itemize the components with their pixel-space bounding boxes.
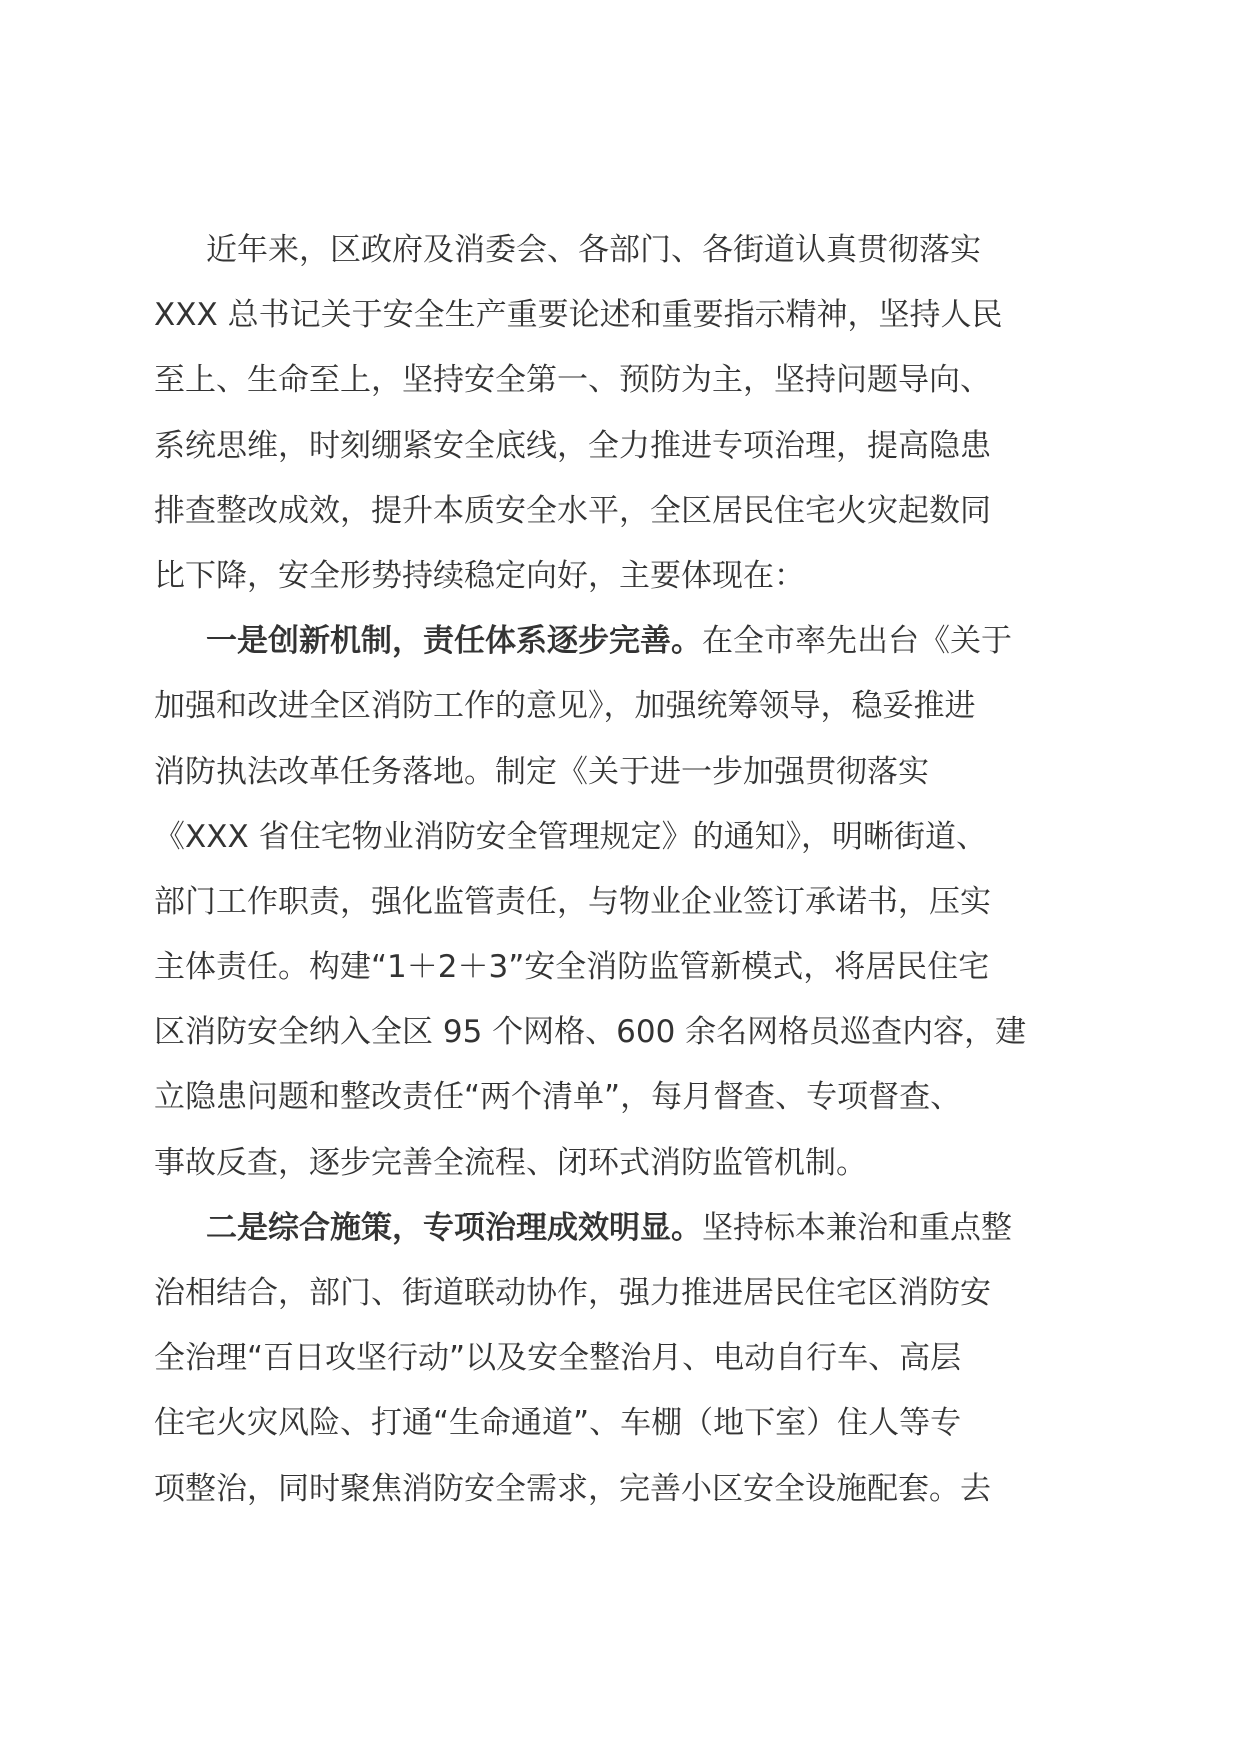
text-line: 项整治，同时聚焦消防安全需求，完善小区安全设施配套。去 [154,1470,991,1507]
text-line: 治相结合，部门、街道联动协作，强力推进居民住宅区消防安 [154,1275,991,1311]
text-line: 比下降，安全形势持续稳定向好，主要体现在： [154,557,805,594]
text-line: 住宅火灾风险、打通“生命通道”、车棚（地下室）住人等专 [154,1405,962,1442]
text-run: 在全市率先出台《关于 [702,623,1012,660]
text-run: 坚持标本兼治和重点整 [702,1209,1012,1246]
text-line: 消防执法改革任务落地。制定《关于进一步加强贯彻落实 [154,753,929,790]
text-line: 主体责任。构建“1＋2＋3”安全消防监管新模式，将居民住宅 [154,949,990,986]
text-line: 事故反查，逐步完善全流程、闭环式消防监管机制。 [154,1144,867,1181]
text-line: 加强和改进全区消防工作的意见》，加强统筹领导，稳妥推进 [154,688,976,725]
text-line: XXX 总书记关于安全生产重要论述和重要指示精神，坚持人民 [154,297,1003,334]
document-body [154,218,1090,1522]
text-line: 部门工作职责，强化监管责任，与物业企业签订承诺书，压实 [154,883,991,920]
text-line: 排查整改成效，提升本质安全水平，全区居民住宅火灾起数同 [154,492,991,529]
paragraph-intro [154,218,1090,609]
text-line: 系统思维，时刻绷紧安全底线，全力推进专项治理，提高隐患 [154,427,991,464]
text-line: 近年来，区政府及消委会、各部门、各街道认真贯彻落实 [206,232,981,268]
paragraph-governance [154,1196,1090,1522]
text-line: 立隐患问题和整改责任“两个清单”，每月督查、专项督查、 [154,1079,962,1116]
text-line-first [154,1196,1090,1261]
paragraph-heading: 二是综合施策，专项治理成效明显。 [206,1209,702,1246]
text-line-first [154,609,1090,674]
paragraph-mechanism [154,609,1090,1196]
text-line: 区消防安全纳入全区 95 个网格、600 余名网格员巡查内容，建 [154,1014,1027,1051]
text-line: 《XXX 省住宅物业消防安全管理规定》的通知》，明晰街道、 [154,818,988,855]
paragraph-heading: 一是创新机制，责任体系逐步完善。 [206,623,702,660]
text-line: 全治理“百日攻坚行动”以及安全整治月、电动自行车、高层 [154,1340,962,1377]
text-line: 至上、生命至上，坚持安全第一、预防为主，坚持问题导向、 [154,362,991,399]
